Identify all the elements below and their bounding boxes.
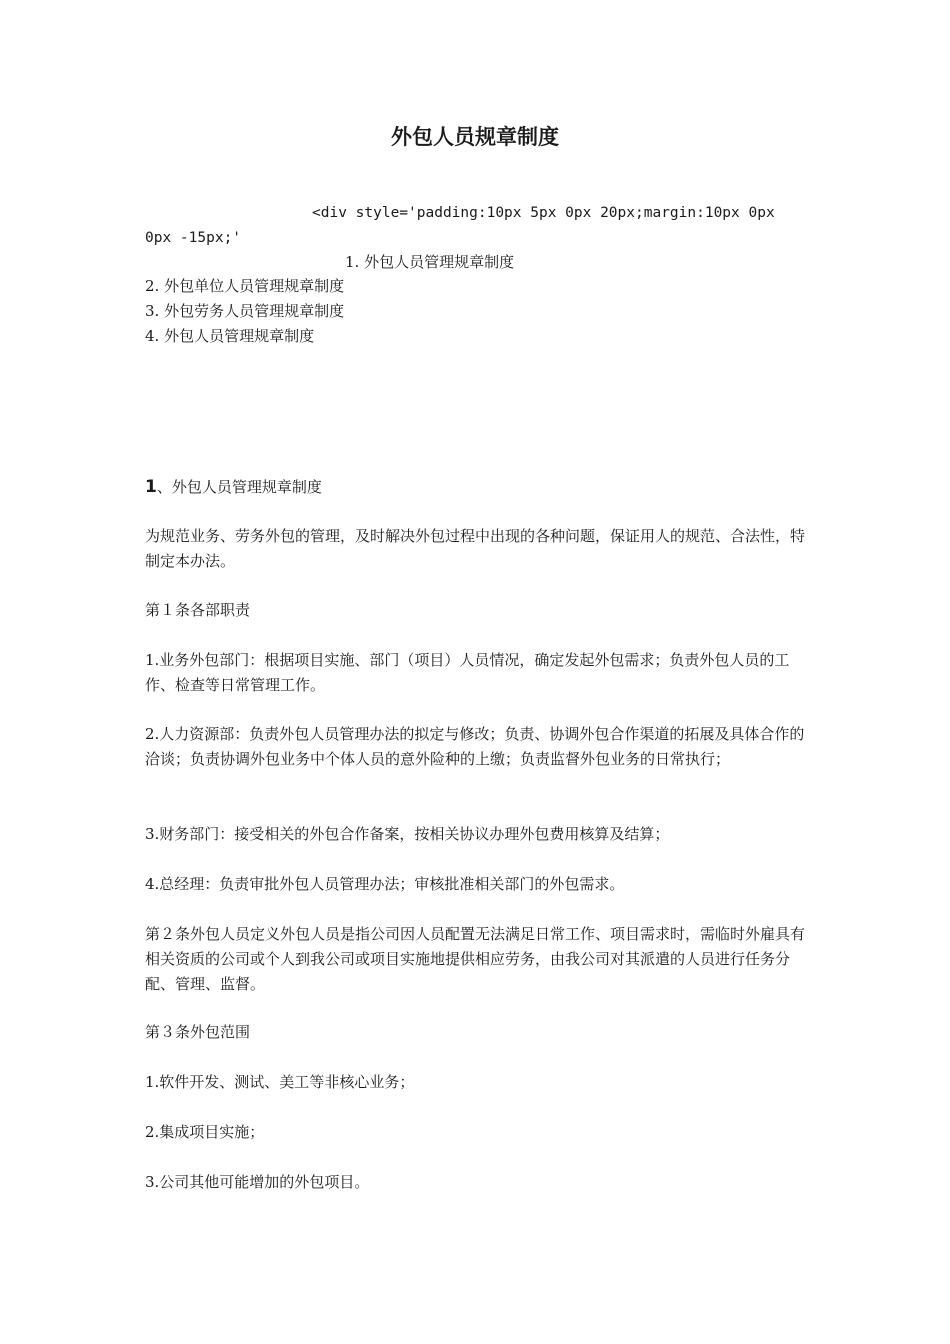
toc-item: 2. 外包单位人员管理规章制度 [145, 277, 345, 295]
paragraph: 2.集成项目实施； [145, 1123, 265, 1141]
paragraph: 第２条外包人员定义外包人员是指公司因人员配置无法满足日常工作、项目需求时，需临时外雇具有相关资质的公司或个人到我公司或项目实施地提供相应劳务，由我公司对其派遣的人员进行任务分配、管理、监督。 [145, 925, 806, 993]
paragraph: 为规范业务、劳务外包的管理，及时解决外包过程中出现的各种问题，保证用人的规范、合法性，特制定本办法。 [145, 527, 806, 570]
toc-item: 1. 外包人员管理规章制度 [345, 253, 515, 271]
code-fragment-line: <div style='padding:10px 5px 0px 20px;margin:10px 0px [312, 205, 775, 221]
section-heading-text: 、外包人员管理规章制度 [156, 478, 322, 496]
paragraph: 4.总经理：负责审批外包人员管理办法；审核批准相关部门的外包需求。 [145, 875, 625, 893]
paragraph: 3.财务部门：接受相关的外包合作备案，按相关协议办理外包费用核算及结算； [145, 825, 670, 843]
paragraph: 1.业务外包部门：根据项目实施、部门（项目）人员情况，确定发起外包需求；负责外包人员的工作、检查等日常管理工作。 [145, 651, 790, 694]
paragraph: 第３条外包范围 [145, 1023, 251, 1041]
paragraph: 第１条各部职责 [145, 601, 251, 619]
toc-item: 3. 外包劳务人员管理规章制度 [145, 302, 345, 320]
code-fragment-line: 0px -15px;' [145, 230, 242, 246]
paragraph: 3.公司其他可能增加的外包项目。 [145, 1173, 370, 1191]
section-heading [145, 475, 322, 500]
toc-item: 4. 外包人员管理规章制度 [145, 327, 315, 345]
document-title: 外包人员规章制度 [391, 125, 559, 149]
section-number: 1 [145, 477, 157, 497]
paragraph: 1.软件开发、测试、美工等非核心业务； [145, 1073, 415, 1091]
paragraph: 2.人力资源部：负责外包人员管理办法的拟定与修改；负责、协调外包合作渠道的拓展及具体合作的洽谈；负责协调外包业务中个体人员的意外险种的上缴；负责监督外包业务的日常执行； [145, 725, 805, 768]
